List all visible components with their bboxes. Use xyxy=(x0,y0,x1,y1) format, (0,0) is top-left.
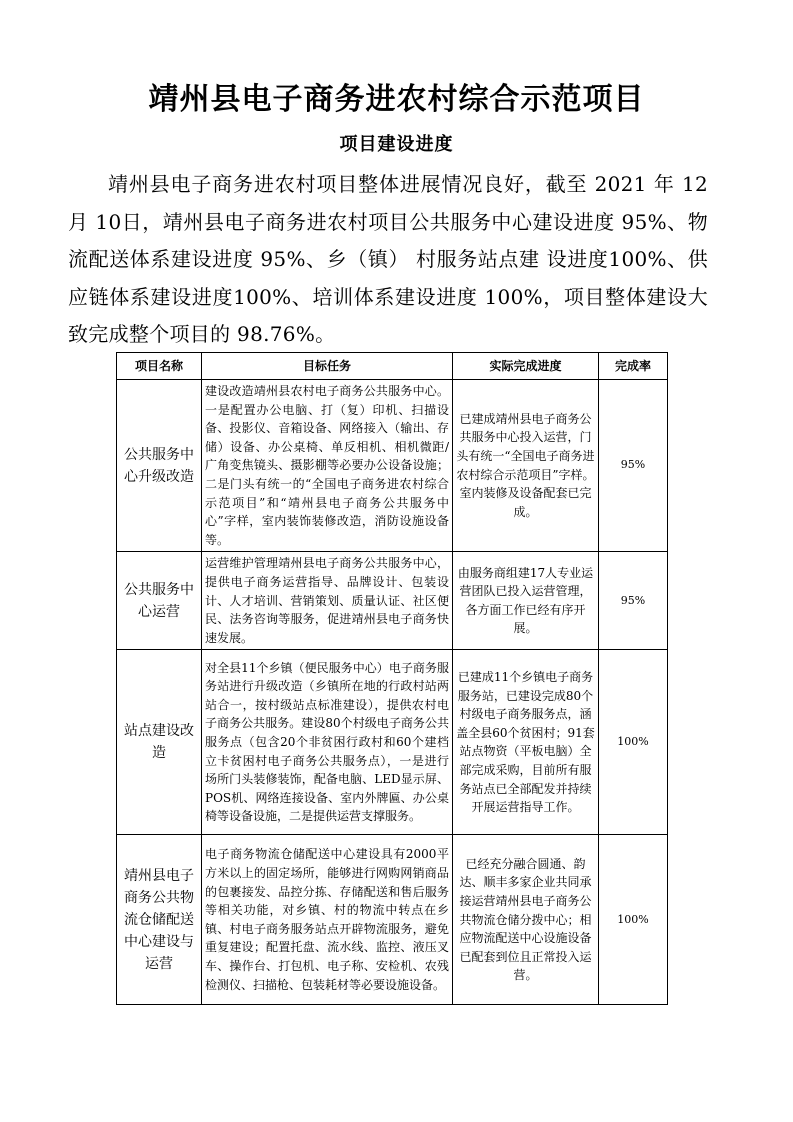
row-actual-progress: 已建成靖州县电子商务公共服务中心投入运营，门头有统一“全国电子商务进农村综合示范项目”字样。室内装修及设备配套已完成。 xyxy=(453,380,599,552)
row-completion-rate: 100% xyxy=(599,650,668,835)
row-project-name: 靖州县电子商务公共物流仓储配送中心建设与运营 xyxy=(117,835,202,1005)
row-actual-progress: 已经充分融合圆通、韵达、顺丰多家企业共同承接运营靖州县电子商务公共物流仓储分拨中心；相应物流配送中心设施设备已配套到位且正常投入运营。 xyxy=(453,835,599,1005)
table-header-row xyxy=(117,353,668,380)
table-row xyxy=(117,552,668,650)
intro-paragraph: 靖州县电子商务进农村项目整体进展情况良好，截至 2021 年 12月 10日，靖州县电子商务进农村项目公共服务中心建设进度 95%、物流配送体系建设进度 95%、乡（镇） 村服务站点建 设进度100%、供应链体系建设进度100%、培训体系建设进度 100%，项目整体建设大致完成整个项目的 98.76%。 xyxy=(68,172,708,347)
table-row xyxy=(117,380,668,552)
table-row xyxy=(117,650,668,835)
row-project-name: 公共服务中心升级改造 xyxy=(117,380,202,552)
row-completion-rate: 95% xyxy=(599,380,668,552)
row-actual-progress: 已建成11个乡镇电子商务服务站，已建设完成80个村级电子商务服务点，涵盖全县60个贫困村；91套站点物资（平板电脑）全部完成采购，目前所有服务站点已全部配发并持续开展运营指导工作。 xyxy=(453,650,599,835)
header-completion-rate: 完成率 xyxy=(599,353,668,380)
header-project-name: 项目名称 xyxy=(117,353,202,380)
section-subtitle: 项目建设进度 xyxy=(339,134,454,155)
row-actual-progress: 由服务商组建17人专业运营团队已投入运营管理，各方面工作已经有序开展。 xyxy=(453,552,599,650)
document-title: 靖州县电子商务进农村综合示范项目 xyxy=(148,82,645,117)
table-row xyxy=(117,835,668,1005)
row-completion-rate: 95% xyxy=(599,552,668,650)
row-project-name: 公共服务中心运营 xyxy=(117,552,202,650)
header-actual-progress: 实际完成进度 xyxy=(453,353,599,380)
row-target-task: 电子商务物流仓储配送中心建设具有2000平方米以上的固定场所，能够进行网购网销商品的包裹接发、品控分拣、存储配送和售后服务等相关功能，对乡镇、村的物流中转点在乡镇、村电子商务服务站点开辟物流服务，避免重复建设；配置托盘、流水线、监控、液压叉车、操作台、打包机、电子称、安检机、农残检测仪、扫描枪、包装耗材等必要设施设备。 xyxy=(202,835,453,1005)
progress-table xyxy=(116,352,668,1005)
row-target-task: 建设改造靖州县农村电子商务公共服务中心。一是配置办公电脑、打（复）印机、扫描设备、投影仪、音箱设备、网络接入（输出、存储）设备、办公桌椅、单反相机、相机微距/广角变焦镜头、摄影棚等必要办公设备设施；二是门头有统一的“全国电子商务进农村综合示范项目”和“靖州县电子商务公共服务中心”字样，室内装饰装修改造，消防设施设备等。 xyxy=(202,380,453,552)
row-target-task: 对全县11个乡镇（便民服务中心）电子商务服务站进行升级改造（乡镇所在地的行政村站两站合一，按村级站点标准建设），提供农村电子商务公共服务。建设80个村级电子商务公共服务点（包含20个非贫困行政村和60个建档立卡贫困村电子商务公共服务点），一是进行场所门头装修装饰，配备电脑、LED显示屏、POS机、网络连接设备、室内外牌匾、办公桌椅等设备设施，二是提供运营支撑服务。 xyxy=(202,650,453,835)
row-project-name: 站点建设改造 xyxy=(117,650,202,835)
row-completion-rate: 100% xyxy=(599,835,668,1005)
row-target-task: 运营维护管理靖州县电子商务公共服务中心，提供电子商务运营指导、品牌设计、包装设计、人才培训、营销策划、质量认证、社区便民、法务咨询等服务，促进靖州县电子商务快速发展。 xyxy=(202,552,453,650)
header-target-task: 目标任务 xyxy=(202,353,453,380)
